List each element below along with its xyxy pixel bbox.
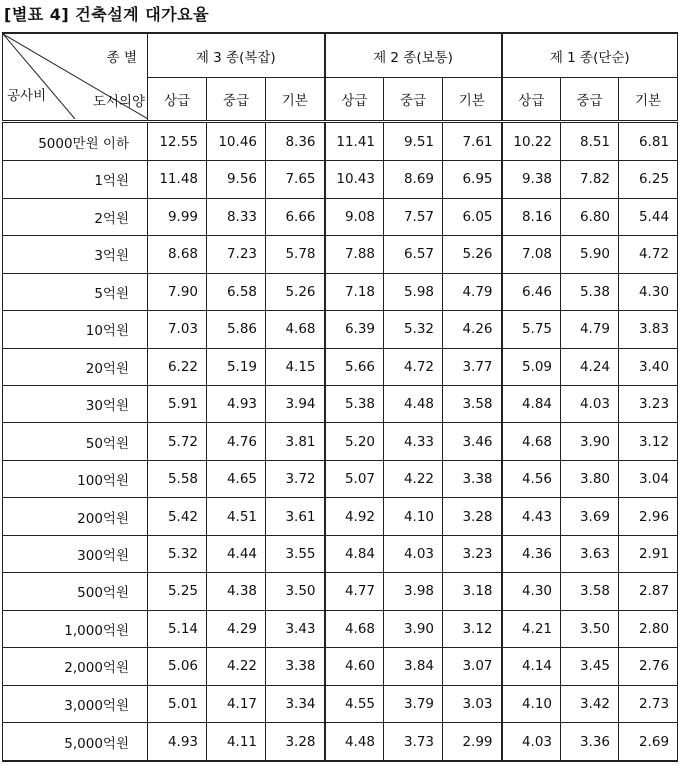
grade-header: 기본 [266, 78, 325, 122]
table-row [3, 273, 678, 310]
construction-cost-cell: 2억원 [3, 198, 148, 235]
rate-cell: 5.72 [148, 423, 207, 460]
corner-header-cell [3, 33, 148, 122]
rate-cell: 3.50 [561, 610, 619, 647]
rate-cell: 4.56 [502, 460, 561, 497]
rate-cell: 3.23 [443, 535, 502, 572]
group-header-type2: 제 2 종(보통) [325, 33, 502, 78]
rate-cell: 5.06 [148, 648, 207, 685]
construction-cost-cell: 5000만원 이하 [3, 122, 148, 161]
rate-cell: 7.88 [325, 236, 384, 273]
rate-cell: 4.17 [207, 685, 266, 722]
rate-cell: 7.57 [384, 198, 443, 235]
rate-cell: 3.34 [266, 685, 325, 722]
rate-cell: 4.93 [148, 723, 207, 761]
rate-cell: 4.79 [443, 273, 502, 310]
rate-cell: 2.69 [619, 723, 678, 761]
construction-cost-cell: 30억원 [3, 385, 148, 422]
rate-cell: 4.11 [207, 723, 266, 761]
rate-cell: 4.33 [384, 423, 443, 460]
rate-cell: 5.26 [266, 273, 325, 310]
table-row [3, 685, 678, 722]
rate-cell: 4.24 [561, 348, 619, 385]
table-row [3, 348, 678, 385]
rate-cell: 5.32 [384, 311, 443, 348]
rate-cell: 5.26 [443, 236, 502, 273]
rate-cell: 5.38 [561, 273, 619, 310]
rate-cell: 7.23 [207, 236, 266, 273]
rate-cell: 5.90 [561, 236, 619, 273]
rate-cell: 5.66 [325, 348, 384, 385]
rate-cell: 7.08 [502, 236, 561, 273]
rate-cell: 4.68 [325, 610, 384, 647]
group-header-row [3, 33, 678, 78]
rate-cell: 4.76 [207, 423, 266, 460]
rate-cell: 4.30 [502, 573, 561, 610]
table-row [3, 122, 678, 161]
rate-cell: 4.92 [325, 498, 384, 535]
rate-cell: 10.22 [502, 122, 561, 161]
rate-cell: 4.10 [502, 685, 561, 722]
rate-cell: 5.25 [148, 573, 207, 610]
table-row [3, 161, 678, 198]
construction-cost-cell: 1억원 [3, 161, 148, 198]
construction-cost-cell: 50억원 [3, 423, 148, 460]
rate-cell: 4.03 [561, 385, 619, 422]
rate-cell: 3.40 [619, 348, 678, 385]
rate-cell: 3.58 [561, 573, 619, 610]
rate-cell: 5.07 [325, 460, 384, 497]
rate-cell: 6.66 [266, 198, 325, 235]
rate-cell: 3.72 [266, 460, 325, 497]
rate-cell: 6.57 [384, 236, 443, 273]
rate-cell: 4.44 [207, 535, 266, 572]
rate-cell: 5.44 [619, 198, 678, 235]
rate-cell: 6.39 [325, 311, 384, 348]
construction-cost-cell: 200억원 [3, 498, 148, 535]
table-row [3, 535, 678, 572]
rate-cell: 3.38 [266, 648, 325, 685]
grade-header: 기본 [443, 78, 502, 122]
rate-cell: 3.28 [443, 498, 502, 535]
rate-cell: 4.38 [207, 573, 266, 610]
rate-cell: 5.01 [148, 685, 207, 722]
rate-cell: 4.51 [207, 498, 266, 535]
rate-cell: 5.91 [148, 385, 207, 422]
rate-cell: 5.78 [266, 236, 325, 273]
construction-cost-cell: 500억원 [3, 573, 148, 610]
construction-cost-cell: 10억원 [3, 311, 148, 348]
rate-cell: 4.72 [384, 348, 443, 385]
rate-cell: 2.96 [619, 498, 678, 535]
rate-cell: 3.83 [619, 311, 678, 348]
rate-cell: 3.38 [443, 460, 502, 497]
rate-cell: 6.80 [561, 198, 619, 235]
rate-cell: 4.26 [443, 311, 502, 348]
rate-cell: 4.10 [384, 498, 443, 535]
rate-cell: 3.12 [619, 423, 678, 460]
grade-header: 상급 [148, 78, 207, 122]
rate-cell: 3.84 [384, 648, 443, 685]
rate-cell: 8.69 [384, 161, 443, 198]
rate-cell: 3.46 [443, 423, 502, 460]
rate-cell: 5.14 [148, 610, 207, 647]
construction-cost-cell: 300억원 [3, 535, 148, 572]
group-header-type1: 제 1 종(단순) [502, 33, 678, 78]
rate-cell: 5.20 [325, 423, 384, 460]
rate-cell: 8.36 [266, 122, 325, 161]
rate-cell: 9.08 [325, 198, 384, 235]
rate-cell: 4.43 [502, 498, 561, 535]
rate-cell: 5.58 [148, 460, 207, 497]
table-row [3, 460, 678, 497]
rate-cell: 3.43 [266, 610, 325, 647]
rate-cell: 11.41 [325, 122, 384, 161]
rate-cell: 10.46 [207, 122, 266, 161]
rate-cell: 4.93 [207, 385, 266, 422]
rate-cell: 9.51 [384, 122, 443, 161]
rate-cell: 3.45 [561, 648, 619, 685]
rate-cell: 4.65 [207, 460, 266, 497]
construction-cost-cell: 3억원 [3, 236, 148, 273]
rate-cell: 9.99 [148, 198, 207, 235]
rate-cell: 2.73 [619, 685, 678, 722]
table-row [3, 498, 678, 535]
rate-cell: 5.19 [207, 348, 266, 385]
rate-cell: 3.18 [443, 573, 502, 610]
rate-cell: 12.55 [148, 122, 207, 161]
rate-cell: 3.94 [266, 385, 325, 422]
table-body [3, 122, 678, 762]
rate-cell: 8.33 [207, 198, 266, 235]
rate-cell: 3.73 [384, 723, 443, 761]
rate-cell: 8.51 [561, 122, 619, 161]
rate-cell: 4.77 [325, 573, 384, 610]
grade-header: 중급 [384, 78, 443, 122]
rate-cell: 5.42 [148, 498, 207, 535]
rate-cell: 4.14 [502, 648, 561, 685]
rate-cell: 4.22 [207, 648, 266, 685]
rate-cell: 4.84 [502, 385, 561, 422]
table-row [3, 311, 678, 348]
grade-header: 상급 [502, 78, 561, 122]
rate-cell: 4.22 [384, 460, 443, 497]
table-row [3, 648, 678, 685]
rate-cell: 7.18 [325, 273, 384, 310]
rate-cell: 6.95 [443, 161, 502, 198]
rate-cell: 4.03 [502, 723, 561, 761]
corner-type-label: 종 별 [106, 50, 137, 66]
rate-cell: 3.79 [384, 685, 443, 722]
rate-cell: 3.80 [561, 460, 619, 497]
rate-cell: 4.29 [207, 610, 266, 647]
construction-cost-cell: 100억원 [3, 460, 148, 497]
rate-cell: 2.80 [619, 610, 678, 647]
rate-cell: 4.68 [502, 423, 561, 460]
construction-cost-cell: 20억원 [3, 348, 148, 385]
construction-cost-cell: 5,000억원 [3, 723, 148, 761]
rate-cell: 6.22 [148, 348, 207, 385]
rate-cell: 9.56 [207, 161, 266, 198]
rate-cell: 4.30 [619, 273, 678, 310]
rate-cell: 5.86 [207, 311, 266, 348]
rate-cell: 2.99 [443, 723, 502, 761]
rate-cell: 3.90 [561, 423, 619, 460]
table-row [3, 723, 678, 761]
corner-cost-label: 공사비 [7, 88, 47, 104]
rate-cell: 3.42 [561, 685, 619, 722]
rate-cell: 3.81 [266, 423, 325, 460]
rate-cell: 3.50 [266, 573, 325, 610]
rate-cell: 5.98 [384, 273, 443, 310]
rate-cell: 4.79 [561, 311, 619, 348]
rate-cell: 6.81 [619, 122, 678, 161]
rate-cell: 4.15 [266, 348, 325, 385]
rate-cell: 3.98 [384, 573, 443, 610]
rate-cell: 3.23 [619, 385, 678, 422]
rate-cell: 4.48 [325, 723, 384, 761]
rate-cell: 4.21 [502, 610, 561, 647]
rate-cell: 4.03 [384, 535, 443, 572]
grade-header: 중급 [561, 78, 619, 122]
page-title: [별표 4] 건축설계 대가요율 [4, 5, 210, 24]
grade-header: 중급 [207, 78, 266, 122]
rate-cell: 4.72 [619, 236, 678, 273]
fee-rate-table [2, 32, 678, 762]
rate-cell: 5.09 [502, 348, 561, 385]
rate-cell: 11.48 [148, 161, 207, 198]
rate-cell: 3.63 [561, 535, 619, 572]
rate-cell: 3.36 [561, 723, 619, 761]
rate-cell: 3.04 [619, 460, 678, 497]
rate-cell: 9.38 [502, 161, 561, 198]
rate-cell: 6.25 [619, 161, 678, 198]
grade-header: 기본 [619, 78, 678, 122]
construction-cost-cell: 2,000억원 [3, 648, 148, 685]
rate-cell: 3.90 [384, 610, 443, 647]
rate-cell: 3.12 [443, 610, 502, 647]
rate-cell: 5.32 [148, 535, 207, 572]
rate-cell: 3.28 [266, 723, 325, 761]
rate-cell: 4.36 [502, 535, 561, 572]
rate-cell: 6.46 [502, 273, 561, 310]
rate-cell: 8.16 [502, 198, 561, 235]
rate-cell: 7.90 [148, 273, 207, 310]
grade-header: 상급 [325, 78, 384, 122]
rate-cell: 4.55 [325, 685, 384, 722]
construction-cost-cell: 3,000억원 [3, 685, 148, 722]
rate-cell: 4.84 [325, 535, 384, 572]
table-row [3, 198, 678, 235]
table-row [3, 236, 678, 273]
table-row [3, 573, 678, 610]
rate-cell: 4.68 [266, 311, 325, 348]
rate-cell: 7.03 [148, 311, 207, 348]
rate-cell: 10.43 [325, 161, 384, 198]
rate-cell: 3.55 [266, 535, 325, 572]
corner-volume-label: 도서의양 [92, 94, 145, 110]
rate-cell: 2.91 [619, 535, 678, 572]
rate-cell: 7.61 [443, 122, 502, 161]
rate-cell: 3.77 [443, 348, 502, 385]
rate-cell: 4.60 [325, 648, 384, 685]
rate-cell: 8.68 [148, 236, 207, 273]
rate-cell: 7.82 [561, 161, 619, 198]
rate-cell: 2.87 [619, 573, 678, 610]
rate-cell: 2.76 [619, 648, 678, 685]
group-header-type3: 제 3 종(복잡) [148, 33, 325, 78]
rate-cell: 7.65 [266, 161, 325, 198]
rate-cell: 4.48 [384, 385, 443, 422]
construction-cost-cell: 5억원 [3, 273, 148, 310]
rate-cell: 3.69 [561, 498, 619, 535]
rate-cell: 3.03 [443, 685, 502, 722]
rate-cell: 6.05 [443, 198, 502, 235]
rate-cell: 3.58 [443, 385, 502, 422]
rate-cell: 5.38 [325, 385, 384, 422]
table-row [3, 385, 678, 422]
rate-cell: 6.58 [207, 273, 266, 310]
table-row [3, 423, 678, 460]
table-row [3, 610, 678, 647]
rate-cell: 5.75 [502, 311, 561, 348]
construction-cost-cell: 1,000억원 [3, 610, 148, 647]
rate-cell: 3.07 [443, 648, 502, 685]
rate-cell: 3.61 [266, 498, 325, 535]
